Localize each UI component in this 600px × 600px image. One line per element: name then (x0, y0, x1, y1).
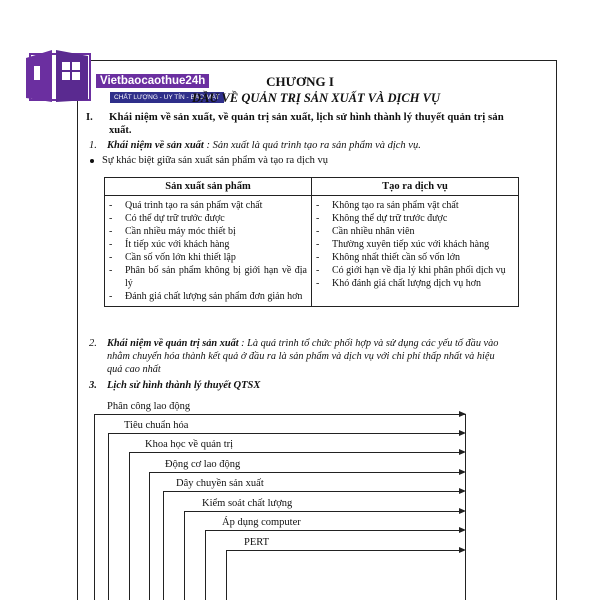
timeline-label: Khoa học về quản trị (145, 439, 234, 450)
timeline-label: Kiểm soát chất lượng (202, 498, 293, 509)
arrow-right-icon (459, 488, 466, 494)
list-item: - Phân bố sản phẩm không bị giới hạn về địa lý (109, 265, 307, 289)
section-number: I. (86, 112, 93, 123)
item-1-number: 1. (89, 140, 97, 151)
item-2-line2: nhằm chuyển hóa thành kết quả ở đầu ra là sản phẩm và dịch vụ với chi phí thấp nhất và hiệu (107, 351, 495, 362)
list-item: - Không thể dự trữ trước được (316, 213, 448, 224)
timeline-line (226, 550, 460, 551)
timeline-line (205, 530, 460, 531)
arrow-right-icon (459, 508, 466, 514)
table-column-products (105, 196, 312, 307)
timeline-label: Dây chuyền sản xuất (176, 478, 264, 489)
table-header-services: Tạo ra dịch vụ (312, 178, 519, 196)
arrow-right-icon (459, 411, 466, 417)
logo-brand: Vietbaocaothue24h (96, 74, 209, 88)
list-item: - Cần số vốn lớn khi thiết lập (109, 252, 236, 263)
timeline-line (108, 433, 460, 434)
bullet-line (90, 154, 328, 167)
comparison-table (104, 177, 519, 307)
list-item: - Thường xuyên tiếp xúc với khách hàng (316, 239, 490, 250)
timeline-line (184, 511, 460, 512)
item-2-label: Khái niệm về quản trị sản xuất (107, 338, 239, 349)
timeline-line (149, 472, 460, 473)
timeline-line (163, 491, 164, 600)
list-item: - Đánh giá chất lượng sản phẩm đơn giản hơn (109, 291, 303, 302)
list-item: - Có thể dự trữ trước được (109, 213, 225, 224)
item-2-line1: Khái niệm về quản trị sản xuất : Là quá trình tổ chức phối hợp và sử dụng các yếu tố đầu vào (107, 338, 499, 349)
timeline-line (149, 472, 150, 600)
timeline-label: Tiêu chuẩn hóa (124, 420, 189, 431)
bullet-dot-icon (90, 159, 94, 163)
list-item: - Không tạo ra sản phẩm vật chất (316, 200, 459, 211)
item-3-label: Lịch sử hình thành lý thuyết QTSX (107, 380, 261, 391)
arrow-right-icon (459, 449, 466, 455)
timeline-label: Áp dụng computer (222, 517, 301, 528)
chapter-title: CHƯƠNG I (266, 74, 334, 89)
timeline-line (184, 511, 185, 600)
timeline-line (129, 452, 130, 600)
timeline-axis (465, 414, 466, 600)
item-3-number: 3. (89, 380, 97, 391)
arrow-right-icon (459, 469, 466, 475)
list-item: - Cần nhiều nhân viên (316, 226, 415, 237)
item-2-line3: quả cao nhất (107, 364, 161, 375)
timeline-line (163, 491, 460, 492)
timeline-label: Động cơ lao động (165, 459, 241, 470)
bullet-text: Sự khác biệt giữa sản xuất sản phẩm và tạo ra dịch vụ (102, 155, 328, 166)
list-item: - Có giới hạn về địa lý khi phân phối dịch vụ (316, 265, 506, 276)
page-border-left (77, 60, 78, 600)
section-heading-line2: xuất. (109, 125, 132, 136)
timeline-line (108, 433, 109, 600)
timeline-label: Phân công lao động (107, 401, 191, 412)
table-column-services (312, 196, 519, 307)
page-border-right (556, 60, 557, 600)
timeline-label: PERT (244, 537, 270, 548)
chapter-subtitle: ĐẦU VỀ QUẢN TRỊ SẢN XUẤT VÀ DỊCH VỤ (192, 91, 440, 105)
item-1-text: : Sản xuất là quá trình tạo ra sản phẩm và dịch vụ. (203, 140, 421, 151)
section-heading-line1: Khái niệm về sản xuất, về quản trị sản xuất, lịch sử hình thành lý thuyết quản trị sản (109, 111, 504, 123)
arrow-right-icon (459, 527, 466, 533)
list-item: - Ít tiếp xúc với khách hàng (109, 239, 230, 250)
item-1-label: Khái niệm về sản xuất (107, 140, 204, 151)
logo-tagline: CHẤT LƯỢNG - UY TÍN - BẢO MẬT (110, 92, 224, 103)
list-item: - Khó đánh giá chất lượng dịch vụ hơn (316, 278, 482, 289)
timeline-line (205, 530, 206, 600)
list-item: - Cần nhiều máy móc thiết bị (109, 226, 236, 237)
arrow-right-icon (459, 430, 466, 436)
timeline-line (226, 550, 227, 600)
item-1-line (107, 139, 421, 152)
item-2-number: 2. (89, 338, 97, 349)
timeline-line (94, 414, 95, 600)
list-item: - Không nhất thiết cần số vốn lớn (316, 252, 461, 263)
arrow-right-icon (459, 547, 466, 553)
timeline-line (129, 452, 460, 453)
timeline-line (94, 414, 466, 415)
table-header-products: Sản xuất sản phẩm (105, 178, 312, 196)
list-item: - Quá trình tạo ra sản phẩm vật chất (109, 200, 263, 211)
